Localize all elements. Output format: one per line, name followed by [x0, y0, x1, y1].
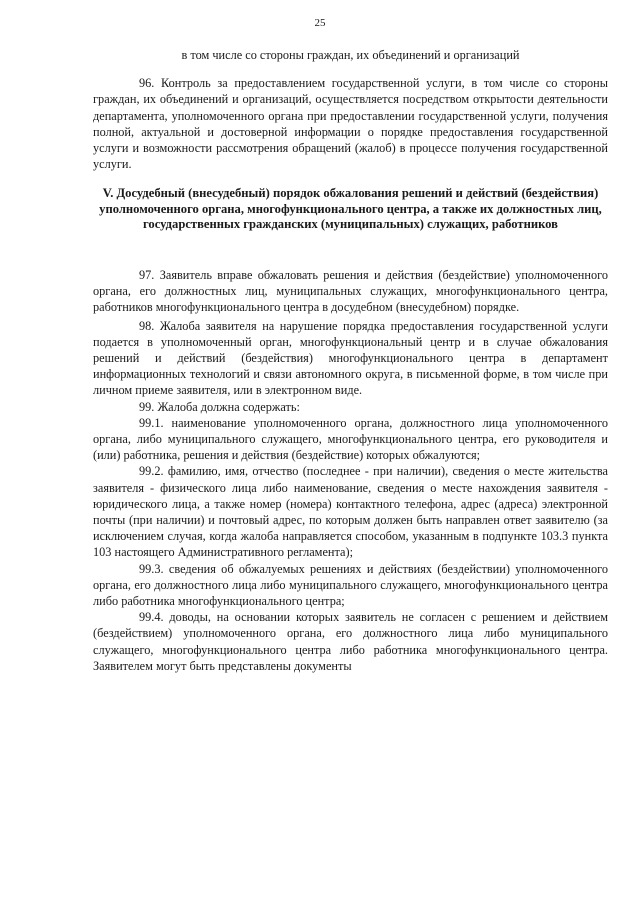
paragraph-98: 98. Жалоба заявителя на нарушение порядка предоставления государственной услуги подается в уполномоченный орган, многофункциональный центр и в случае обжалования решений и действий (бездействия) многофункционального центра в департамент информационных технологий и связи автономного округа, в письменной форме, в том числе при личном приеме заявителя, или в электронном виде. [93, 318, 608, 398]
section-heading: V. Досудебный (внесудебный) порядок обжалования решений и действий (бездействия) уполномоченного органа, многофункционального центра, а также их должностных лиц, государственных гражданских (муниципальных) служащих, работников [99, 186, 602, 231]
paragraph-96: 96. Контроль за предоставлением государственной услуги, в том числе со стороны граждан, их объединений и организаций, осуществляется посредством открытости деятельности департамента, уполномоченного органа при предоставлении государственной услуги, получения полной, актуальной и достоверной информации о порядке предоставления государственной услуги и возможности рассмотрения обращений (жалоб) в процессе получения государственной услуги. [93, 76, 608, 172]
paragraph-99-2: 99.2. фамилию, имя, отчество (последнее - при наличии), сведения о месте жительства заявителя - физического лица либо наименование, сведения о месте нахождения заявителя - юридического лица, а также номер (номера) контактного телефона, адрес (адреса) электронной почты (при наличии) и почтовый адрес, по которым должен быть направлен ответ заявителю (за исключением случая, когда жалоба направляется способом, указанным в подпункте 103.3 пункта 103 настоящего Административного регламента); [93, 464, 608, 560]
body-text-block [93, 267, 608, 674]
paragraph-99-4: 99.4. доводы, на основании которых заявитель не согласен с решением и действием (бездействием) уполномоченного органа, его должностного лица либо муниципального служащего, многофункционального центра либо работника многофункционального центра. Заявителем могут быть представлены документы [93, 610, 608, 673]
paragraph-99: 99. Жалоба должна содержать: [139, 399, 300, 414]
paragraph-97: 97. Заявитель вправе обжаловать решения и действия (бездействие) уполномоченного органа, его должностных лиц, муниципальных служащих, многофункционального центра, работников многофункционального центра в досудебном (внесудебном) порядке. [93, 268, 608, 315]
page-number: 25 [314, 17, 326, 29]
top-text-block [93, 47, 608, 172]
continuation-line: в том числе со стороны граждан, их объединений и организаций [181, 48, 520, 62]
paragraph-99-1: 99.1. наименование уполномоченного органа, должностного лица уполномоченного органа, либо муниципального служащего, многофункционального центра, его руководителя и (или) работника, решения и действия (бездействие) которых обжалуются; [93, 415, 608, 463]
paragraph-99-3: 99.3. сведения об обжалуемых решениях и действиях (бездействии) уполномоченного органа, его должностного лица либо муниципального служащего, многофункционального центра либо работника многофункционального центра; [93, 561, 608, 609]
